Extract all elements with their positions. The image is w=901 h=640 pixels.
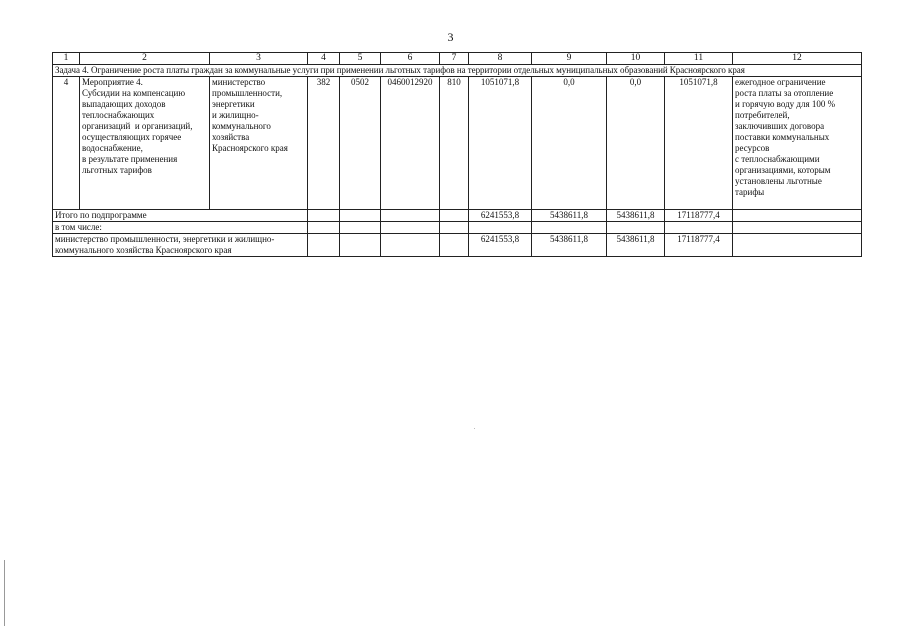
empty-cell: [440, 222, 469, 234]
result-line: установлены льготные: [735, 176, 822, 186]
ministry-total: 17118777,4: [665, 234, 733, 257]
column-number: 11: [665, 53, 733, 65]
rzpr-code: 0502: [340, 77, 381, 210]
measure-year3: 0,0: [607, 77, 665, 210]
subtotal-year3: 5438611,8: [607, 210, 665, 222]
column-number-row: [53, 53, 862, 65]
measure-year2: 0,0: [532, 77, 607, 210]
column-number: 3: [210, 53, 308, 65]
measure-name-line: водоснабжение,: [82, 143, 143, 153]
task-title: Задача 4. Ограничение роста платы граждан за коммунальные услуги при применении льготных тарифов на территории отдельных муниципальных образований Красноярского края: [53, 65, 862, 77]
executor-line: энергетики: [212, 99, 255, 109]
empty-cell: [340, 222, 381, 234]
subtotal-total: 17118777,4: [665, 210, 733, 222]
measure-name-line: в результате применения: [82, 154, 178, 164]
result-line: с теплоснабжающими: [735, 154, 820, 164]
subtotal-row: [53, 210, 862, 222]
executor-line: промышленности,: [212, 88, 283, 98]
result-line: ежегодное ограничение: [735, 77, 826, 87]
column-number: 1: [53, 53, 80, 65]
measure-name-line: выпадающих доходов: [82, 99, 166, 109]
empty-cell: [340, 234, 381, 257]
column-number: 6: [381, 53, 440, 65]
measure-name-line: Мероприятие 4.: [82, 77, 143, 87]
subtotal-year2: 5438611,8: [532, 210, 607, 222]
ministry-label: министерство промышленности, энергетики и жилищно-коммунального хозяйства Красноярского края: [53, 234, 308, 257]
column-number: 5: [340, 53, 381, 65]
empty-cell: [340, 210, 381, 222]
executor-line: Красноярского края: [212, 143, 288, 153]
grbs-code: 382: [308, 77, 340, 210]
empty-cell: [733, 210, 862, 222]
measure-total: 1051071,8: [665, 77, 733, 210]
result-line: тарифы: [735, 187, 765, 197]
csr-code: 0460012920: [381, 77, 440, 210]
result-line: заключивших договора: [735, 121, 825, 131]
empty-cell: [440, 234, 469, 257]
ministry-row: [53, 234, 862, 257]
column-number: 12: [733, 53, 862, 65]
measure-name: [80, 77, 210, 210]
column-number: 10: [607, 53, 665, 65]
empty-cell: [308, 222, 340, 234]
subtotal-year1: 6241553,8: [469, 210, 532, 222]
measure-year1: 1051071,8: [469, 77, 532, 210]
empty-cell: [308, 210, 340, 222]
including-row: [53, 222, 862, 234]
task-row: [53, 65, 862, 77]
empty-cell: [733, 234, 862, 257]
measure-result: [733, 77, 862, 210]
empty-cell: [440, 210, 469, 222]
empty-cell: [607, 222, 665, 234]
measure-executor: [210, 77, 308, 210]
empty-cell: [381, 234, 440, 257]
executor-line: хозяйства: [212, 132, 250, 142]
executor-line: министерство: [212, 77, 266, 87]
budget-table: [52, 52, 862, 257]
including-label: в том числе:: [53, 222, 308, 234]
vr-code: 810: [440, 77, 469, 210]
result-line: организациями, которым: [735, 165, 831, 175]
result-line: и горячую воду для 100 %: [735, 99, 836, 109]
empty-cell: [665, 222, 733, 234]
result-line: поставки коммунальных: [735, 132, 830, 142]
result-line: ресурсов: [735, 143, 770, 153]
empty-cell: [469, 222, 532, 234]
measure-name-line: теплоснабжающих: [82, 110, 155, 120]
measure-name-line: организаций и организаций,: [82, 121, 193, 131]
measure-name-line: Субсидии на компенсацию: [82, 88, 186, 98]
measure-row: [53, 77, 862, 210]
column-number: 2: [80, 53, 210, 65]
measure-name-line: осуществляющих горячее: [82, 132, 182, 142]
scan-speck: [474, 428, 475, 429]
result-line: потребителей,: [735, 110, 790, 120]
executor-line: коммунального: [212, 121, 271, 131]
column-number: 7: [440, 53, 469, 65]
empty-cell: [381, 210, 440, 222]
ministry-year3: 5438611,8: [607, 234, 665, 257]
column-number: 4: [308, 53, 340, 65]
scan-margin-mark: [4, 560, 5, 626]
executor-line: и жилищно-: [212, 110, 259, 120]
empty-cell: [308, 234, 340, 257]
measure-name-line: льготных тарифов: [82, 165, 152, 175]
result-line: роста платы за отопление: [735, 88, 834, 98]
column-number: 8: [469, 53, 532, 65]
empty-cell: [733, 222, 862, 234]
measure-number: 4: [53, 77, 80, 210]
empty-cell: [381, 222, 440, 234]
subtotal-label: Итого по подпрограмме: [53, 210, 308, 222]
column-number: 9: [532, 53, 607, 65]
page-number: 3: [447, 30, 454, 44]
ministry-year2: 5438611,8: [532, 234, 607, 257]
ministry-year1: 6241553,8: [469, 234, 532, 257]
empty-cell: [532, 222, 607, 234]
